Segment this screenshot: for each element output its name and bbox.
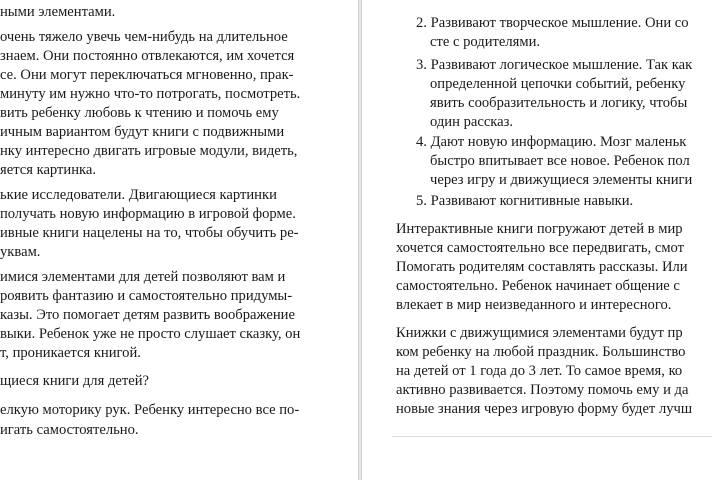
right-line-3: 3. Развивают логическое мышление. Так как (416, 57, 693, 73)
right-line-1: 2. Развивают творческое мышление. Они со (416, 15, 689, 31)
left-line-8: нку интересно двигать игровые модули, видеть, (0, 143, 298, 159)
right-line-11: Интерактивные книги погружают детей в мир (396, 221, 683, 237)
left-line-17: выки. Ребенок уже не просто слушает сказку, он (0, 326, 301, 342)
left-line-7: ичным вариантом будут книги с подвижными (0, 124, 285, 140)
right-line-4: определенной цепочки событий, ребенку (430, 76, 686, 92)
right-line-14: самостоятельно. Ребенок начинает общение с (396, 278, 680, 294)
left-line-10: ькие исследователи. Двигающиеся картинки (0, 187, 277, 203)
left-line-12: ивные книги нацелены на то, чтобы обучить ре- (0, 225, 299, 241)
left-line-16: казы. Это помогает детям развить воображение (0, 307, 295, 323)
left-line-15: роявить фантазию и самостоятельно придумы- (0, 288, 293, 304)
left-line-18: т, проникается книгой. (0, 345, 141, 361)
right-line-17: ком ребенку на любой праздник. Большинство (396, 344, 686, 360)
right-line-18: на детей от 1 года до 3 лет. То самое время, ко (396, 363, 683, 379)
right-line-16: Книжки с движущимися элементами будут пр (396, 325, 683, 341)
left-line-9: яется картинка. (0, 162, 97, 178)
left-line-13: уквам. (0, 244, 41, 260)
right-line-5: явить сообразительность и логику, чтобы (430, 95, 688, 111)
right-line-20: новые знания через игровую форму будет лучш (396, 401, 693, 417)
right-line-7: 4. Дают новую информацию. Мозг маленьк (416, 134, 687, 150)
left-line-3: знаем. Они постоянно отвлекаются, им хочется (0, 48, 295, 64)
right-line-12: хочется самостоятельно все передвигать, смот (396, 240, 685, 256)
page-bottom-rule (392, 436, 712, 437)
right-line-10: 5. Развивают когнитивные навыки. (416, 193, 634, 209)
left-page (0, 0, 358, 480)
left-line-21: игать самостоятельно. (0, 422, 139, 438)
left-line-14: имися элементами для детей позволяют вам и (0, 269, 286, 285)
right-line-13: Помогать родителям составлять рассказы. Или (396, 259, 688, 275)
left-line-4: се. Они могут переключаться мгновенно, прак- (0, 67, 294, 83)
left-line-11: получать новую информацию в игровой форме. (0, 206, 296, 222)
right-line-15: влекает в мир неизведанного и интересного. (396, 297, 672, 313)
right-line-2: сте с родителями. (430, 34, 541, 50)
right-page (362, 0, 720, 480)
left-line-19: щиеся книги для детей? (0, 373, 149, 389)
left-line-1: ными элементами. (0, 4, 116, 20)
left-line-2: очень тяжело увечь чем-нибудь на длительное (0, 29, 288, 45)
right-line-6: один рассказ. (430, 114, 514, 130)
left-line-20: елкую моторику рук. Ребенку интересно все по- (0, 402, 300, 418)
right-line-19: активно развивается. Поэтому помочь ему и да (396, 382, 689, 398)
left-line-5: минуту им нужно что-то потрогать, посмотреть. (0, 86, 301, 102)
right-line-9: через игру и движущиеся элементы книги (430, 172, 693, 188)
right-line-8: быстро впитывает все новое. Ребенок пол (430, 153, 690, 169)
left-line-6: вить ребенку любовь к чтению и помочь ему (0, 105, 279, 121)
